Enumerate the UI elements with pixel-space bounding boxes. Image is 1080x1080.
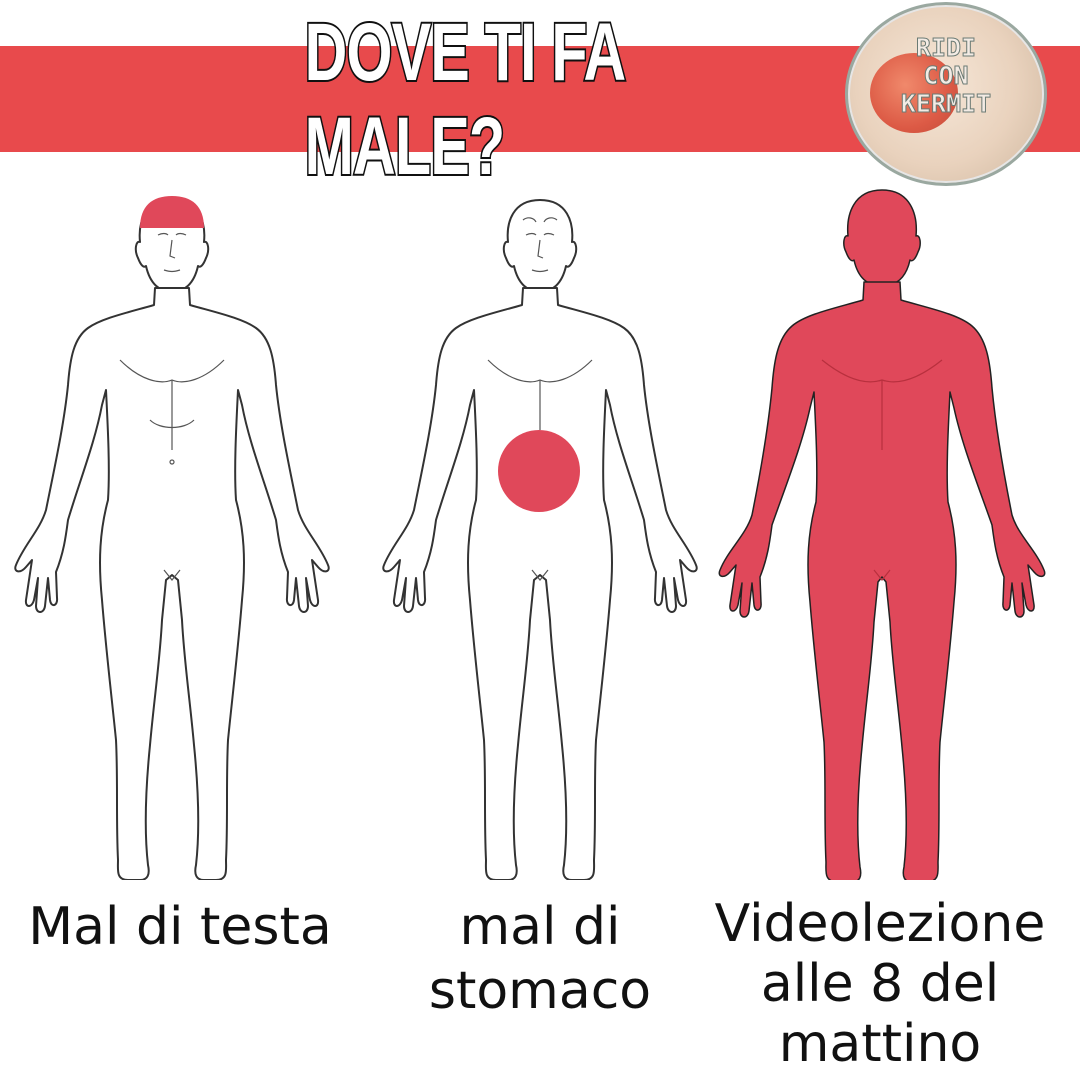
caption-headache: Mal di testa [28,897,332,957]
pain-area-stomach [498,430,580,512]
logo-line-3: KERMIT [900,89,992,118]
logo-line-2: CON [923,61,969,90]
pain-area-whole-body [719,190,1044,880]
caption-whole-body-line-3: mattino [778,1014,982,1074]
body-figure-whole-body [702,180,1062,880]
body-outline [15,200,328,880]
body-figure-headache [0,180,360,880]
body-outline [383,200,696,880]
pain-area-head [140,196,204,228]
caption-whole-body-line-1: Videolezione [714,894,1046,954]
body-figure-stomachache [360,180,720,880]
logo-line-1: RIDI [915,33,977,62]
caption-whole-body-line-2: alle 8 del [760,954,1000,1014]
caption-stomachache-line-2: stomaco [428,961,652,1021]
page-title: DOVE TI FA MALE? [304,7,624,192]
watermark-logo [845,2,1047,186]
caption-stomachache-line-1: mal di [459,897,621,957]
